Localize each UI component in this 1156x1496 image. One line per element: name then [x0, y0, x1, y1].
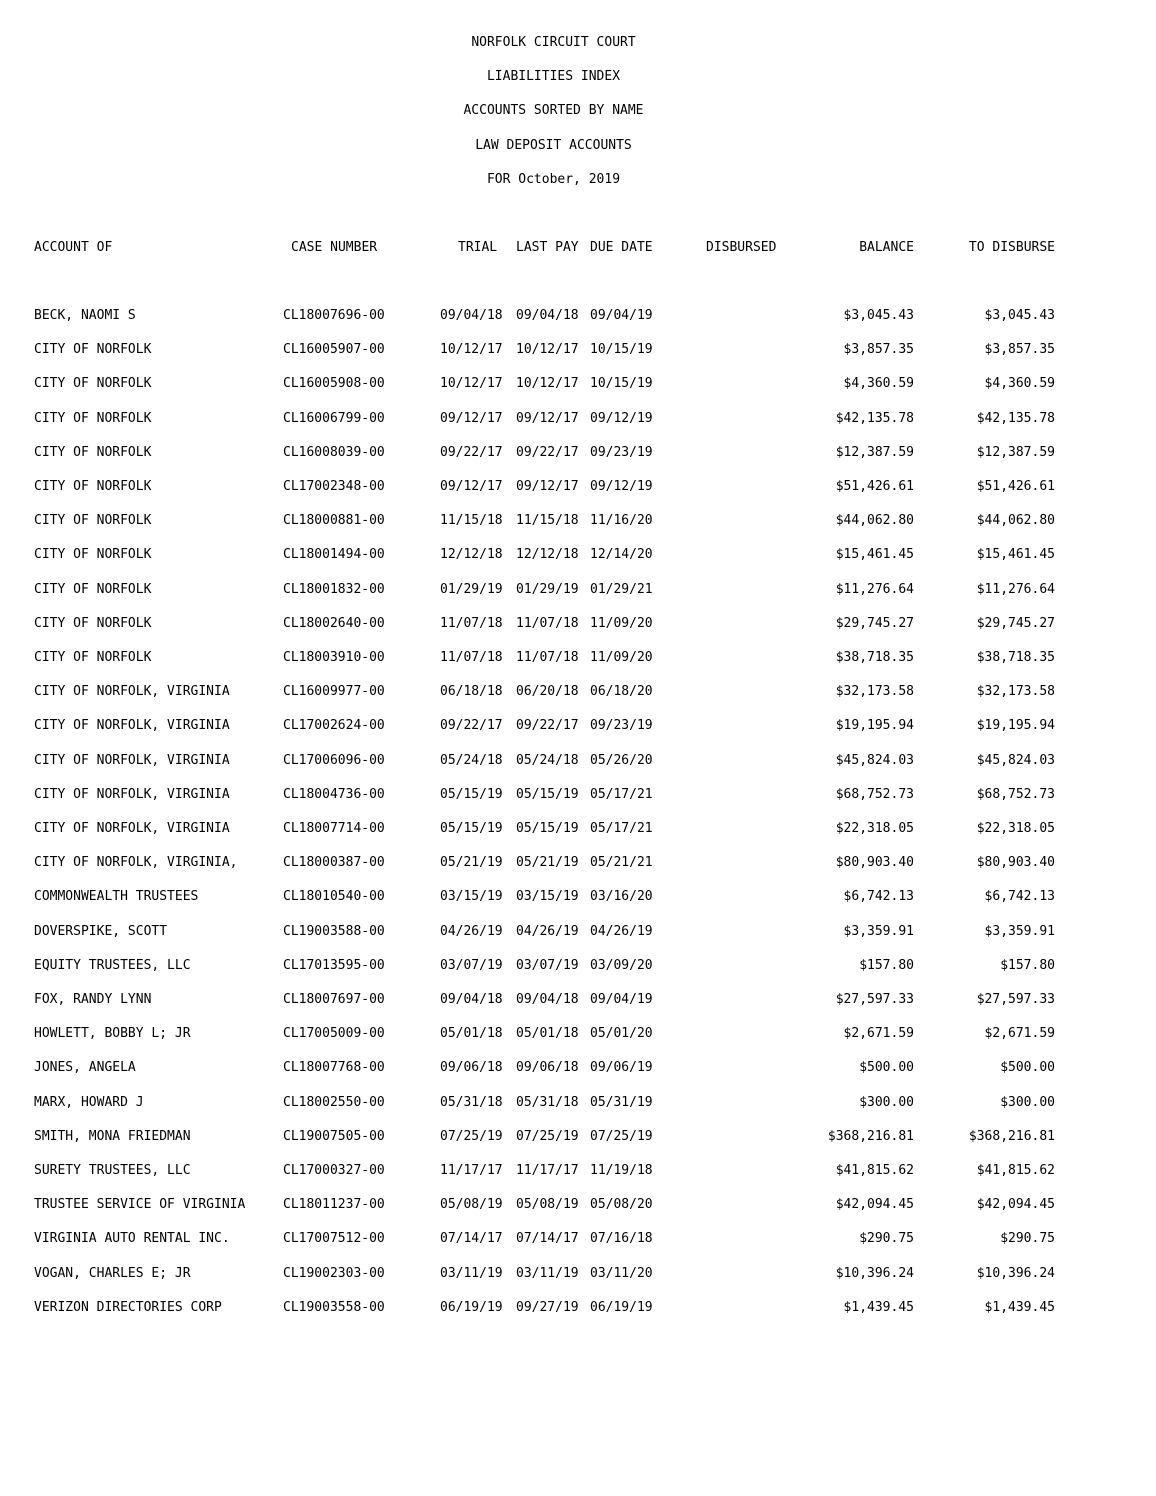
- column-header-last-pay: LAST PAY: [516, 240, 579, 255]
- trial-date-cell: 05/31/18: [440, 1094, 503, 1110]
- account-type: LAW DEPOSIT ACCOUNTS: [475, 138, 632, 153]
- account-of-cell: CITY OF NORFOLK: [34, 479, 152, 494]
- case-number-cell: CL17002348-00: [283, 479, 385, 494]
- last-pay-cell: 03/15/19: [516, 889, 579, 905]
- last-pay-cell: 06/20/18: [516, 684, 579, 700]
- to-disburse-cell: $3,359.91: [984, 923, 1055, 939]
- column-header-case-number: CASE NUMBER: [291, 240, 378, 255]
- table-row: [0, 512, 1156, 530]
- case-number-cell: CL18002640-00: [283, 615, 385, 631]
- account-of-cell: FOX, RANDY LYNN: [34, 992, 152, 1007]
- to-disburse-cell: $10,396.24: [976, 1265, 1055, 1281]
- last-pay-cell: 11/07/18: [516, 650, 579, 665]
- balance-cell: $27,597.33: [835, 992, 914, 1007]
- due-date-cell: 09/23/19: [590, 718, 653, 734]
- due-date-cell: 09/12/19: [590, 479, 653, 494]
- to-disburse-cell: $41,815.62: [976, 1163, 1055, 1178]
- account-of-cell: TRUSTEE SERVICE OF VIRGINIA: [34, 1197, 246, 1213]
- case-number-cell: CL18001494-00: [283, 547, 385, 563]
- due-date-cell: 01/29/21: [590, 581, 653, 597]
- case-number-cell: CL18000881-00: [283, 513, 385, 529]
- case-number-cell: CL19007505-00: [283, 1128, 385, 1144]
- report-period: FOR October, 2019: [486, 172, 621, 187]
- trial-date-cell: 03/15/19: [440, 889, 503, 905]
- last-pay-cell: 01/29/19: [516, 581, 579, 597]
- to-disburse-cell: $15,461.45: [976, 547, 1055, 563]
- trial-date-cell: 11/07/18: [440, 615, 503, 631]
- to-disburse-cell: $1,439.45: [984, 1299, 1055, 1315]
- balance-cell: $41,815.62: [835, 1163, 914, 1178]
- due-date-cell: 06/18/20: [590, 684, 653, 700]
- due-date-cell: 09/06/19: [590, 1060, 653, 1076]
- to-disburse-cell: $3,857.35: [984, 342, 1055, 358]
- trial-date-cell: 07/14/17: [440, 1231, 503, 1247]
- account-of-cell: HOWLETT, BOBBY L; JR: [34, 1026, 191, 1042]
- table-row: [0, 546, 1156, 564]
- account-of-cell: SMITH, MONA FRIEDMAN: [34, 1128, 191, 1144]
- last-pay-cell: 11/17/17: [516, 1163, 579, 1178]
- balance-cell: $22,318.05: [835, 821, 914, 836]
- due-date-cell: 10/15/19: [590, 342, 653, 358]
- trial-date-cell: 05/24/18: [440, 752, 503, 768]
- last-pay-cell: 12/12/18: [516, 547, 579, 563]
- to-disburse-cell: $12,387.59: [976, 444, 1055, 460]
- due-date-cell: 11/09/20: [590, 650, 653, 665]
- due-date-cell: 06/19/19: [590, 1299, 653, 1315]
- account-of-cell: CITY OF NORFOLK, VIRGINIA: [34, 684, 230, 700]
- balance-cell: $2,671.59: [843, 1026, 914, 1042]
- case-number-cell: CL18007696-00: [283, 308, 385, 323]
- due-date-cell: 05/17/21: [590, 821, 653, 836]
- trial-date-cell: 11/15/18: [440, 513, 503, 529]
- balance-cell: $51,426.61: [835, 479, 914, 494]
- to-disburse-cell: $42,135.78: [976, 410, 1055, 426]
- balance-cell: $32,173.58: [835, 684, 914, 700]
- column-header-balance: BALANCE: [859, 240, 914, 255]
- trial-date-cell: 10/12/17: [440, 376, 503, 392]
- table-row: [0, 444, 1156, 462]
- case-number-cell: CL18010540-00: [283, 889, 385, 905]
- trial-date-cell: 06/18/18: [440, 684, 503, 700]
- due-date-cell: 07/25/19: [590, 1128, 653, 1144]
- last-pay-cell: 10/12/17: [516, 342, 579, 358]
- table-row: [0, 1128, 1156, 1146]
- table-row: [0, 820, 1156, 838]
- trial-date-cell: 05/08/19: [440, 1197, 503, 1213]
- account-of-cell: CITY OF NORFOLK, VIRGINIA,: [34, 855, 238, 871]
- balance-cell: $11,276.64: [835, 581, 914, 597]
- court-name: NORFOLK CIRCUIT COURT: [471, 35, 636, 50]
- due-date-cell: 05/08/20: [590, 1197, 653, 1213]
- table-row: [0, 957, 1156, 975]
- due-date-cell: 05/31/19: [590, 1094, 653, 1110]
- trial-date-cell: 09/04/18: [440, 992, 503, 1007]
- account-of-cell: CITY OF NORFOLK, VIRGINIA: [34, 821, 230, 836]
- account-of-cell: VOGAN, CHARLES E; JR: [34, 1265, 191, 1281]
- last-pay-cell: 05/01/18: [516, 1026, 579, 1042]
- to-disburse-cell: $68,752.73: [976, 786, 1055, 802]
- table-row: [0, 1299, 1156, 1317]
- to-disburse-cell: $32,173.58: [976, 684, 1055, 700]
- balance-cell: $290.75: [859, 1231, 914, 1247]
- balance-cell: $157.80: [859, 957, 914, 973]
- due-date-cell: 10/15/19: [590, 376, 653, 392]
- account-of-cell: EQUITY TRUSTEES, LLC: [34, 957, 191, 973]
- case-number-cell: CL19003588-00: [283, 923, 385, 939]
- account-of-cell: CITY OF NORFOLK: [34, 581, 152, 597]
- case-number-cell: CL16006799-00: [283, 410, 385, 426]
- table-row: [0, 478, 1156, 496]
- due-date-cell: 09/12/19: [590, 410, 653, 426]
- case-number-cell: CL18007714-00: [283, 821, 385, 836]
- column-header-due-date: DUE DATE: [590, 240, 653, 255]
- to-disburse-cell: $22,318.05: [976, 821, 1055, 836]
- case-number-cell: CL17007512-00: [283, 1231, 385, 1247]
- table-row: [0, 1196, 1156, 1214]
- account-of-cell: CITY OF NORFOLK: [34, 547, 152, 563]
- last-pay-cell: 09/12/17: [516, 479, 579, 494]
- balance-cell: $44,062.80: [835, 513, 914, 529]
- last-pay-cell: 09/27/19: [516, 1299, 579, 1315]
- to-disburse-cell: $38,718.35: [976, 650, 1055, 665]
- balance-cell: $3,045.43: [843, 308, 914, 323]
- case-number-cell: CL18007697-00: [283, 992, 385, 1007]
- case-number-cell: CL17000327-00: [283, 1163, 385, 1178]
- to-disburse-cell: $2,671.59: [984, 1026, 1055, 1042]
- trial-date-cell: 06/19/19: [440, 1299, 503, 1315]
- due-date-cell: 05/01/20: [590, 1026, 653, 1042]
- last-pay-cell: 05/31/18: [516, 1094, 579, 1110]
- balance-cell: $38,718.35: [835, 650, 914, 665]
- last-pay-cell: 09/22/17: [516, 718, 579, 734]
- balance-cell: $6,742.13: [843, 889, 914, 905]
- case-number-cell: CL18007768-00: [283, 1060, 385, 1076]
- balance-cell: $500.00: [859, 1060, 914, 1076]
- table-row: [0, 1059, 1156, 1077]
- trial-date-cell: 05/01/18: [440, 1026, 503, 1042]
- due-date-cell: 04/26/19: [590, 923, 653, 939]
- to-disburse-cell: $27,597.33: [976, 992, 1055, 1007]
- to-disburse-cell: $4,360.59: [984, 376, 1055, 392]
- account-of-cell: CITY OF NORFOLK, VIRGINIA: [34, 786, 230, 802]
- last-pay-cell: 05/24/18: [516, 752, 579, 768]
- account-of-cell: CITY OF NORFOLK, VIRGINIA: [34, 718, 230, 734]
- column-header-trial: TRIAL: [458, 240, 498, 255]
- table-row: [0, 341, 1156, 359]
- column-headers: [0, 239, 1156, 257]
- trial-date-cell: 07/25/19: [440, 1128, 503, 1144]
- due-date-cell: 09/23/19: [590, 444, 653, 460]
- table-row: [0, 888, 1156, 906]
- account-of-cell: CITY OF NORFOLK: [34, 376, 152, 392]
- due-date-cell: 09/04/19: [590, 992, 653, 1007]
- trial-date-cell: 10/12/17: [440, 342, 503, 358]
- due-date-cell: 11/19/18: [590, 1163, 653, 1178]
- due-date-cell: 03/09/20: [590, 957, 653, 973]
- due-date-cell: 11/09/20: [590, 615, 653, 631]
- account-of-cell: CITY OF NORFOLK: [34, 650, 152, 665]
- last-pay-cell: 04/26/19: [516, 923, 579, 939]
- last-pay-cell: 03/07/19: [516, 957, 579, 973]
- case-number-cell: CL18001832-00: [283, 581, 385, 597]
- table-row: [0, 1094, 1156, 1112]
- table-row: [0, 854, 1156, 872]
- to-disburse-cell: $44,062.80: [976, 513, 1055, 529]
- balance-cell: $12,387.59: [835, 444, 914, 460]
- account-of-cell: VIRGINIA AUTO RENTAL INC.: [34, 1231, 230, 1247]
- case-number-cell: CL16008039-00: [283, 444, 385, 460]
- to-disburse-cell: $6,742.13: [984, 889, 1055, 905]
- balance-cell: $29,745.27: [835, 615, 914, 631]
- trial-date-cell: 03/11/19: [440, 1265, 503, 1281]
- last-pay-cell: 03/11/19: [516, 1265, 579, 1281]
- due-date-cell: 03/16/20: [590, 889, 653, 905]
- balance-cell: $300.00: [859, 1094, 914, 1110]
- to-disburse-cell: $19,195.94: [976, 718, 1055, 734]
- trial-date-cell: 09/06/18: [440, 1060, 503, 1076]
- balance-cell: $45,824.03: [835, 752, 914, 768]
- case-number-cell: CL16005907-00: [283, 342, 385, 358]
- table-row: [0, 717, 1156, 735]
- case-number-cell: CL18000387-00: [283, 855, 385, 871]
- case-number-cell: CL16009977-00: [283, 684, 385, 700]
- sort-description: ACCOUNTS SORTED BY NAME: [463, 103, 644, 118]
- trial-date-cell: 09/22/17: [440, 718, 503, 734]
- account-of-cell: COMMONWEALTH TRUSTEES: [34, 889, 199, 905]
- account-of-cell: VERIZON DIRECTORIES CORP: [34, 1299, 222, 1315]
- account-of-cell: SURETY TRUSTEES, LLC: [34, 1163, 191, 1178]
- column-header-account-of: ACCOUNT OF: [34, 240, 113, 255]
- trial-date-cell: 09/12/17: [440, 479, 503, 494]
- account-of-cell: CITY OF NORFOLK: [34, 615, 152, 631]
- table-row: [0, 1230, 1156, 1248]
- to-disburse-cell: $29,745.27: [976, 615, 1055, 631]
- account-of-cell: CITY OF NORFOLK: [34, 444, 152, 460]
- last-pay-cell: 11/15/18: [516, 513, 579, 529]
- trial-date-cell: 12/12/18: [440, 547, 503, 563]
- balance-cell: $68,752.73: [835, 786, 914, 802]
- trial-date-cell: 11/07/18: [440, 650, 503, 665]
- due-date-cell: 07/16/18: [590, 1231, 653, 1247]
- to-disburse-cell: $42,094.45: [976, 1197, 1055, 1213]
- account-of-cell: BECK, NAOMI S: [34, 308, 136, 323]
- last-pay-cell: 11/07/18: [516, 615, 579, 631]
- table-row: [0, 649, 1156, 667]
- due-date-cell: 11/16/20: [590, 513, 653, 529]
- trial-date-cell: 03/07/19: [440, 957, 503, 973]
- balance-cell: $42,135.78: [835, 410, 914, 426]
- trial-date-cell: 05/15/19: [440, 786, 503, 802]
- last-pay-cell: 07/25/19: [516, 1128, 579, 1144]
- table-row: [0, 786, 1156, 804]
- last-pay-cell: 05/21/19: [516, 855, 579, 871]
- last-pay-cell: 09/04/18: [516, 308, 579, 323]
- case-number-cell: CL18003910-00: [283, 650, 385, 665]
- to-disburse-cell: $51,426.61: [976, 479, 1055, 494]
- table-row: [0, 991, 1156, 1009]
- last-pay-cell: 05/08/19: [516, 1197, 579, 1213]
- balance-cell: $15,461.45: [835, 547, 914, 563]
- trial-date-cell: 05/15/19: [440, 821, 503, 836]
- table-row: [0, 683, 1156, 701]
- table-row: [0, 410, 1156, 428]
- account-of-cell: MARX, HOWARD J: [34, 1094, 144, 1110]
- balance-cell: $1,439.45: [843, 1299, 914, 1315]
- table-row: [0, 581, 1156, 599]
- trial-date-cell: 09/04/18: [440, 308, 503, 323]
- trial-date-cell: 01/29/19: [440, 581, 503, 597]
- case-number-cell: CL18002550-00: [283, 1094, 385, 1110]
- account-of-cell: CITY OF NORFOLK: [34, 342, 152, 358]
- account-of-cell: CITY OF NORFOLK, VIRGINIA: [34, 752, 230, 768]
- table-row: [0, 1265, 1156, 1283]
- last-pay-cell: 05/15/19: [516, 821, 579, 836]
- to-disburse-cell: $11,276.64: [976, 581, 1055, 597]
- due-date-cell: 12/14/20: [590, 547, 653, 563]
- table-row: [0, 923, 1156, 941]
- account-of-cell: JONES, ANGELA: [34, 1060, 136, 1076]
- table-row: [0, 752, 1156, 770]
- trial-date-cell: 09/12/17: [440, 410, 503, 426]
- balance-cell: $42,094.45: [835, 1197, 914, 1213]
- last-pay-cell: 05/15/19: [516, 786, 579, 802]
- to-disburse-cell: $45,824.03: [976, 752, 1055, 768]
- last-pay-cell: 09/06/18: [516, 1060, 579, 1076]
- to-disburse-cell: $290.75: [1000, 1231, 1055, 1247]
- case-number-cell: CL17013595-00: [283, 957, 385, 973]
- balance-cell: $19,195.94: [835, 718, 914, 734]
- account-of-cell: DOVERSPIKE, SCOTT: [34, 923, 168, 939]
- table-row: [0, 615, 1156, 633]
- to-disburse-cell: $3,045.43: [984, 308, 1055, 323]
- account-of-cell: CITY OF NORFOLK: [34, 513, 152, 529]
- table-row: [0, 1025, 1156, 1043]
- due-date-cell: 05/17/21: [590, 786, 653, 802]
- due-date-cell: 03/11/20: [590, 1265, 653, 1281]
- balance-cell: $10,396.24: [835, 1265, 914, 1281]
- trial-date-cell: 11/17/17: [440, 1163, 503, 1178]
- column-header-disbursed: DISBURSED: [706, 240, 777, 255]
- to-disburse-cell: $157.80: [1000, 957, 1055, 973]
- trial-date-cell: 05/21/19: [440, 855, 503, 871]
- column-header-to-disburse: TO DISBURSE: [968, 240, 1055, 255]
- balance-cell: $4,360.59: [843, 376, 914, 392]
- to-disburse-cell: $368,216.81: [968, 1128, 1055, 1144]
- report-title: LIABILITIES INDEX: [486, 69, 621, 84]
- trial-date-cell: 04/26/19: [440, 923, 503, 939]
- due-date-cell: 09/04/19: [590, 308, 653, 323]
- table-row: [0, 375, 1156, 393]
- due-date-cell: 05/26/20: [590, 752, 653, 768]
- last-pay-cell: 10/12/17: [516, 376, 579, 392]
- last-pay-cell: 07/14/17: [516, 1231, 579, 1247]
- last-pay-cell: 09/12/17: [516, 410, 579, 426]
- to-disburse-cell: $500.00: [1000, 1060, 1055, 1076]
- case-number-cell: CL18004736-00: [283, 786, 385, 802]
- case-number-cell: CL18011237-00: [283, 1197, 385, 1213]
- case-number-cell: CL19002303-00: [283, 1265, 385, 1281]
- to-disburse-cell: $80,903.40: [976, 855, 1055, 871]
- due-date-cell: 05/21/21: [590, 855, 653, 871]
- table-row: [0, 1162, 1156, 1180]
- case-number-cell: CL17005009-00: [283, 1026, 385, 1042]
- balance-cell: $368,216.81: [827, 1128, 914, 1144]
- trial-date-cell: 09/22/17: [440, 444, 503, 460]
- to-disburse-cell: $300.00: [1000, 1094, 1055, 1110]
- last-pay-cell: 09/04/18: [516, 992, 579, 1007]
- account-of-cell: CITY OF NORFOLK: [34, 410, 152, 426]
- table-row: [0, 307, 1156, 325]
- case-number-cell: CL17006096-00: [283, 752, 385, 768]
- balance-cell: $80,903.40: [835, 855, 914, 871]
- case-number-cell: CL19003558-00: [283, 1299, 385, 1315]
- balance-cell: $3,359.91: [843, 923, 914, 939]
- case-number-cell: CL16005908-00: [283, 376, 385, 392]
- case-number-cell: CL17002624-00: [283, 718, 385, 734]
- last-pay-cell: 09/22/17: [516, 444, 579, 460]
- balance-cell: $3,857.35: [843, 342, 914, 358]
